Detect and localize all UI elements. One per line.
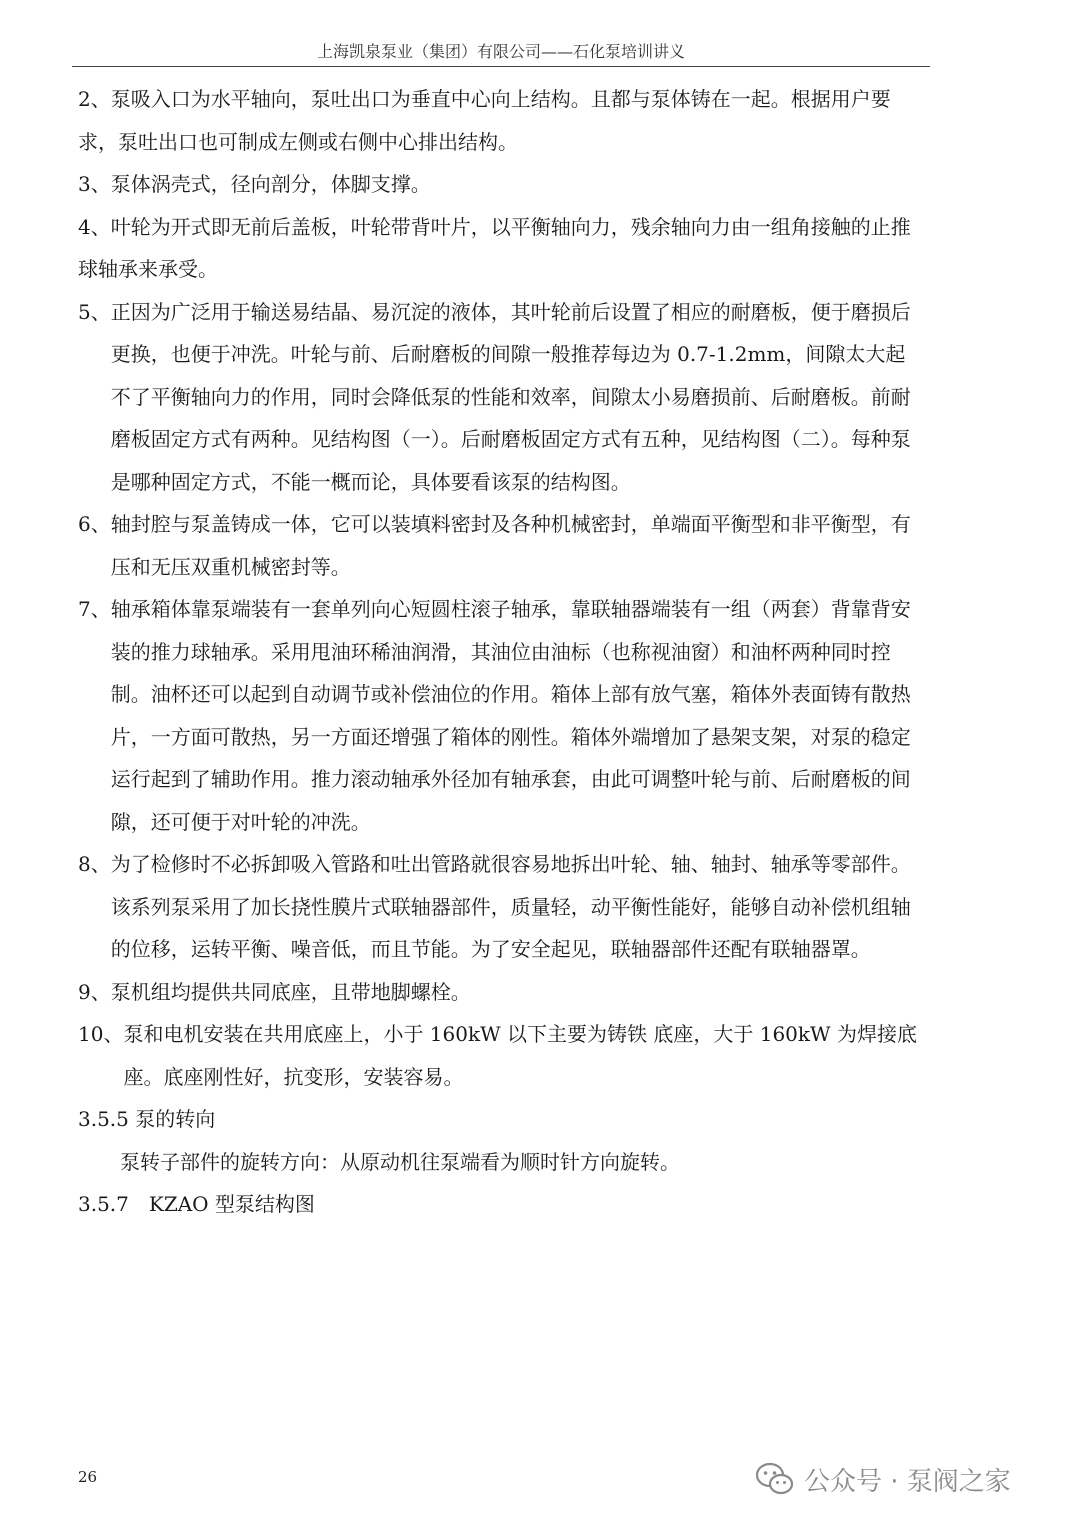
item-number: 5、 (78, 299, 111, 324)
item-text: 泵吸入口为水平轴向，泵吐出口为垂直中心向上结构。且都与泵体铸在一起。根据用户要求，泵吐出口也可制成左侧或右侧中心排出结构。 (78, 87, 891, 154)
item-text: 轴承箱体靠泵端装有一套单列向心短圆柱滚子轴承，靠联轴器端装有一组（两套）背靠背安装的推力球轴承。采用甩油环稀油润滑，其油位由油标（也称视油窗）和油杯两种同时控制。油杯还可以起到自动调节或补偿油位的作用。箱体上部有放气塞，箱体外表面铸有散热片，一方面可散热，另一方面还增强了箱体的刚性。箱体外端增加了悬架支架，对泵的稳定运行起到了辅助作用。推力滚动轴承外径加有轴承套，由此可调整叶轮与前、后耐磨板的间隙，还可便于对叶轮的冲洗。 (110, 597, 911, 834)
item-number: 2、 (78, 87, 111, 111)
list-item-5 (78, 291, 918, 504)
watermark-text: 公众号 · 泵阀之家 (804, 1466, 1011, 1497)
watermark (756, 1456, 1011, 1502)
page-number: 26 (78, 1468, 98, 1486)
list-item-10 (78, 1013, 918, 1098)
item-number: 10、 (78, 1022, 124, 1046)
list-item-9 (78, 971, 918, 1014)
item-number: 7、 (78, 597, 111, 621)
item-text: 叶轮为开式即无前后盖板，叶轮带背叶片，以平衡轴向力，残余轴向力由一组角接触的止推球轴承来承受。 (78, 214, 911, 281)
header-rule (72, 66, 930, 67)
wechat-icon (756, 1462, 794, 1496)
section-heading-3-5-7: 3.5.7 KZAO 型泵结构图 (78, 1192, 315, 1216)
list-item-4 (78, 206, 918, 291)
item-text: 为了检修时不必拆卸吸入管路和吐出管路就很容易地拆出叶轮、轴、轴封、轴承等零部件。该系列泵采用了加长挠性膜片式联轴器部件，质量轻，动平衡性能好，能够自动补偿机组轴的位移，运转平衡、噪音低，而且节能。为了安全起见，联轴器部件还配有联轴器罩。 (110, 852, 911, 961)
item-text: 轴封腔与泵盖铸成一体，它可以装填料密封及各种机械密封，单端面平衡型和非平衡型，有压和无压双重机械密封等。 (110, 512, 911, 579)
section-paragraph-rotation: 泵转子部件的旋转方向：从原动机往泵端看为顺时针方向旋转。 (120, 1149, 680, 1174)
item-text: 泵体涡壳式，径向剖分，体脚支撑。 (110, 172, 431, 196)
item-number: 6、 (78, 512, 111, 536)
section-heading-3-5-5: 3.5.5 泵的转向 (78, 1107, 216, 1131)
item-number: 4、 (78, 214, 111, 239)
item-number: 3、 (78, 172, 111, 196)
item-text: 正因为广泛用于输送易结晶、易沉淀的液体，其叶轮前后设置了相应的耐磨板，便于磨损后更换，也便于冲洗。叶轮与前、后耐磨板的间隙一般推荐每边为 0.7-1.2mm，间隙太大起不了平衡轴向力的作用，同时会降低泵的性能和效率，间隙太小易磨损前、后耐磨板。前耐磨板固定方式有两种。见结构图（一）。后耐磨板固定方式有五种，见结构图（二）。每种泵是哪种固定方式，不能一概而论，具体要看该泵的结构图。 (110, 299, 911, 494)
document-body (78, 78, 918, 1226)
list-item-8 (78, 843, 918, 971)
list-item-7 (78, 588, 918, 843)
page-header: 上海凯泉泵业（集团）有限公司——石化泵培训讲义 (316, 42, 685, 61)
list-item-2 (78, 78, 918, 163)
list-item-3 (78, 163, 918, 206)
item-number: 9、 (78, 979, 111, 1004)
item-text: 泵和电机安装在共用底座上，小于 160kW 以下主要为铸铁 底座，大于 160kW 为焊接底座。底座刚性好，抗变形，安装容易。 (123, 1022, 917, 1089)
item-text: 泵机组均提供共同底座，且带地脚螺栓。 (110, 979, 471, 1004)
item-number: 8、 (78, 852, 111, 876)
list-item-6 (78, 503, 918, 588)
